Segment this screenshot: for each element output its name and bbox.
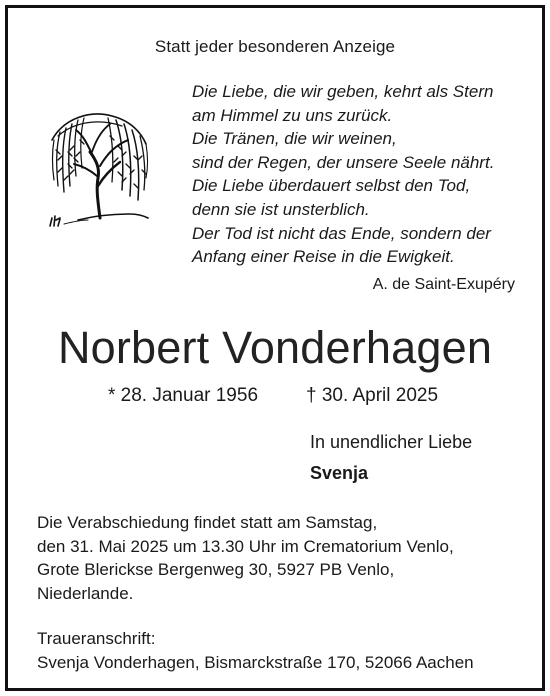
address-line: Svenja Vonderhagen, Bismarckstraße 170, 52066 Aachen	[37, 652, 474, 672]
poem-line: Die Liebe, die wir geben, kehrt als Stern	[192, 82, 494, 101]
poem-line: Die Tränen, die wir weinen,	[192, 129, 397, 149]
service-line: Die Verabschiedung findet statt am Samstag,	[37, 513, 378, 532]
poem-line: am Himmel zu uns zurück.	[192, 105, 393, 125]
life-dates	[108, 385, 439, 407]
service-info	[37, 511, 454, 605]
mourner-name: Svenja	[310, 463, 369, 483]
mourning-address	[37, 627, 474, 674]
poem	[192, 80, 494, 269]
service-line: Grote Blerickse Bergenweg 30, 5927 PB Venlo,	[37, 560, 395, 580]
service-line: den 31. Mai 2025 um 13.30 Uhr im Crematorium Venlo,	[37, 536, 454, 556]
poem-line: Die Liebe überdauert selbst den Tod,	[192, 176, 471, 196]
notice-header: Statt jeder besonderen Anzeige	[154, 37, 396, 56]
deceased-name: Norbert Vonderhagen	[57, 322, 493, 373]
poem-line: Der Tod ist nicht das Ende, sondern der	[192, 223, 491, 243]
poem-line: denn sie ist unsterblich.	[192, 199, 370, 219]
weeping-willow-icon	[38, 106, 156, 234]
obituary-notice	[5, 5, 545, 691]
poem-line: Anfang einer Reise in die Ewigkeit.	[192, 247, 455, 267]
mourning-phrase: In unendlicher Liebe	[310, 432, 473, 452]
poem-author: A. de Saint-Exupéry	[372, 276, 515, 293]
birth-date: * 28. Januar 1956	[108, 385, 259, 406]
death-date: † 30. April 2025	[306, 385, 439, 406]
address-label: Traueranschrift:	[37, 629, 156, 648]
service-line: Niederlande.	[37, 583, 134, 603]
poem-line: sind der Regen, der unsere Seele nährt.	[192, 152, 495, 172]
